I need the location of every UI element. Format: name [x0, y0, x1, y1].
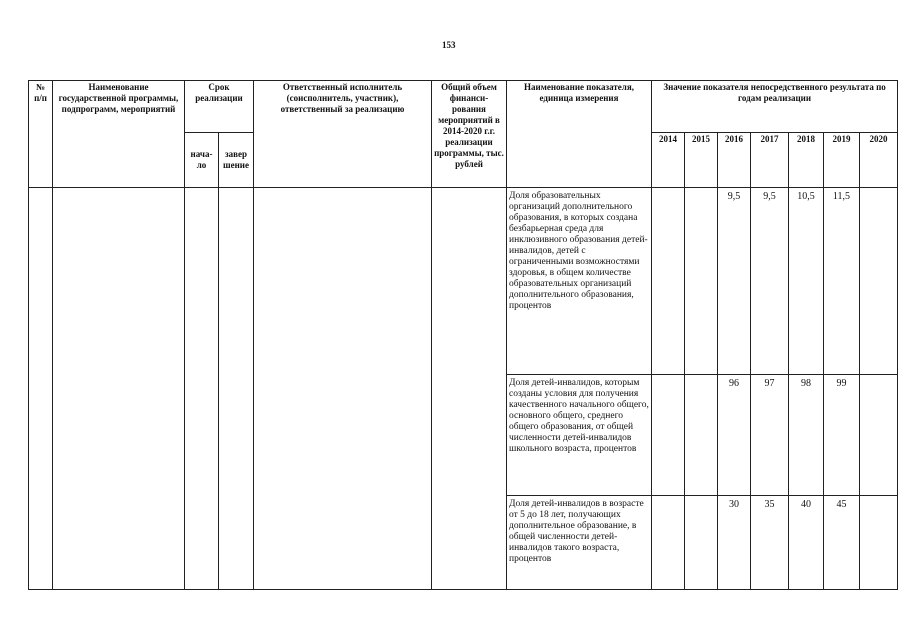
value-2017: 97 [751, 375, 789, 496]
header-year: 2017 [751, 133, 789, 188]
header-year: 2018 [789, 133, 824, 188]
header-term-start: нача- ло [185, 133, 219, 188]
header-year: 2020 [860, 133, 898, 188]
header-year: 2015 [685, 133, 718, 188]
cell-program-name [53, 188, 185, 590]
header-term: Срок реализации [185, 81, 254, 133]
value-2016: 96 [718, 375, 751, 496]
program-table [28, 80, 898, 590]
value-2015 [685, 375, 718, 496]
value-2017: 35 [751, 496, 789, 590]
cell-term-start [185, 188, 219, 590]
value-2020 [860, 496, 898, 590]
table-row [29, 188, 898, 375]
value-2015 [685, 496, 718, 590]
header-number: № п/п [29, 81, 53, 188]
header-executor: Ответственный исполнитель (соисполнитель, участник), ответственный за реализацию [254, 81, 432, 188]
value-2014 [652, 496, 685, 590]
indicator-name: Доля детей-инвалидов в возрасте от 5 до 18 лет, получающих дополнительное образование, в общей численности детей-инвалидов такого возраста, процентов [507, 496, 652, 590]
value-2016: 9,5 [718, 188, 751, 375]
header-year: 2014 [652, 133, 685, 188]
cell-executor [254, 188, 432, 590]
header-indicator-name: Наименование показателя, единица измерения [507, 81, 652, 188]
value-2019: 99 [824, 375, 860, 496]
value-2018: 40 [789, 496, 824, 590]
cell-number [29, 188, 53, 590]
page-number: 153 [442, 40, 456, 50]
value-2016: 30 [718, 496, 751, 590]
value-2014 [652, 188, 685, 375]
value-2014 [652, 375, 685, 496]
header-indicator-values: Значение показателя непосредственного результата по годам реализации [652, 81, 898, 133]
value-2019: 45 [824, 496, 860, 590]
header-term-end: завер шение [219, 133, 254, 188]
indicator-name: Доля детей-инвалидов, которым созданы условия для получения качественного начального общего, основного общего, среднего общего образования, от общей численности детей-инвалидов школьного возраста, процентов [507, 375, 652, 496]
value-2018: 10,5 [789, 188, 824, 375]
indicator-name: Доля образовательных организаций дополнительного образования, в которых создана безбарьерная среда для инклюзивного образования детей-инвалидов, детей с ограниченными возможностями здоровья, в общем количестве образовательных организаций дополнительного образования, процентов [507, 188, 652, 375]
value-2017: 9,5 [751, 188, 789, 375]
header-program-name: Наименование государственной программы, подпрограмм, мероприятий [53, 81, 185, 188]
value-2018: 98 [789, 375, 824, 496]
value-2019: 11,5 [824, 188, 860, 375]
header-year: 2016 [718, 133, 751, 188]
cell-term-end [219, 188, 254, 590]
value-2020 [860, 188, 898, 375]
value-2020 [860, 375, 898, 496]
value-2015 [685, 188, 718, 375]
cell-funding [432, 188, 507, 590]
header-funding: Общий объем финанси- рования мероприятий в 2014-2020 г.г. реализации программы, тыс. рублей [432, 81, 507, 188]
header-year: 2019 [824, 133, 860, 188]
